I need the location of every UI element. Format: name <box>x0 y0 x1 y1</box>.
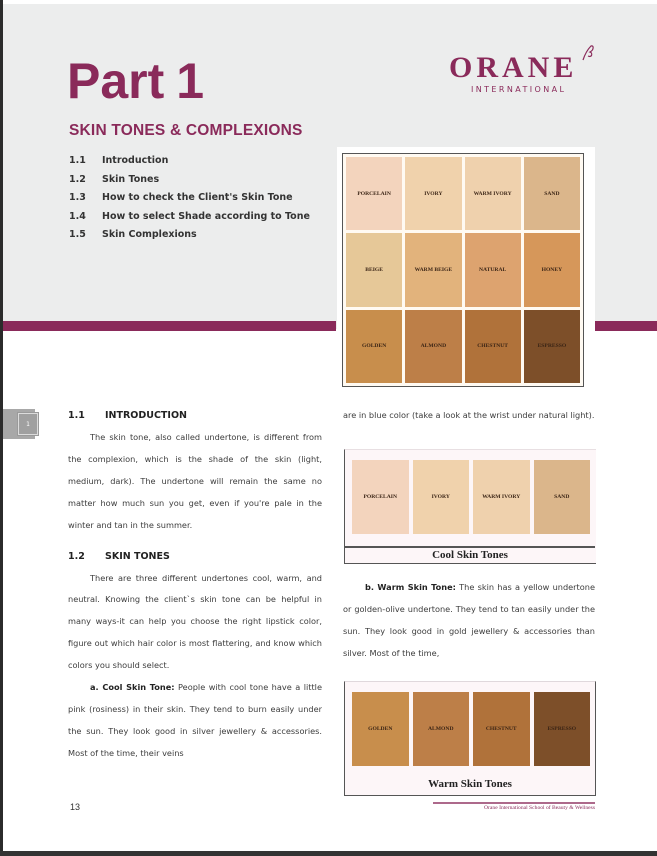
shade-swatch-golden: GOLDEN <box>346 310 402 383</box>
shade-swatch-espresso: ESPRESSO <box>524 310 580 383</box>
shade-swatch-honey: HONEY <box>524 233 580 306</box>
shade-chart <box>342 153 584 387</box>
shade-swatch-chestnut: CHESTNUT <box>465 310 521 383</box>
shade-swatch-espresso: ESPRESSO <box>534 692 591 766</box>
shade-swatch-almond: ALMOND <box>413 692 470 766</box>
warm-tone-paragraph: b. Warm Skin Tone: The skin has a yellow undertone or golden-olive undertone. They tend to tan easily under the sun. They look good in gold jewellery & accessories than silver. Most of the time, <box>343 582 595 658</box>
shade-swatch-warm-ivory: WARM IVORY <box>465 157 521 230</box>
viewer-bottom-bar <box>0 851 657 856</box>
right-column-warm <box>343 577 595 665</box>
header-accent-band-left <box>3 321 336 331</box>
warm-tone-label: b. Warm Skin Tone: <box>365 582 456 592</box>
logo-sub-text: INTERNATIONAL <box>471 85 567 94</box>
shade-swatch-ivory: IVORY <box>405 157 461 230</box>
heading-skin-tones: 1.2 SKIN TONES <box>68 550 170 562</box>
right-column <box>343 405 595 427</box>
part-title <box>67 52 204 110</box>
cool-tone-continued: are in blue color (take a look at the wrist under natural light). <box>343 410 595 420</box>
toc-item[interactable]: 1.5 Skin Complexions <box>69 229 197 240</box>
footer-divider <box>433 802 595 804</box>
cool-tones-swatches <box>352 460 590 534</box>
shade-swatch-ivory: IVORY <box>413 460 470 534</box>
document-page <box>3 0 657 851</box>
logo-main-text: ORANE <box>449 51 578 84</box>
toc-item[interactable]: 1.1 Introduction <box>69 155 169 166</box>
shade-swatch-sand: SAND <box>524 157 580 230</box>
shade-swatch-porcelain: PORCELAIN <box>346 157 402 230</box>
chapter-number-badge[interactable]: 1 <box>18 413 38 435</box>
toc-item[interactable]: 1.4 How to select Shade according to Tone <box>69 210 310 222</box>
shade-swatch-sand: SAND <box>534 460 591 534</box>
warm-tones-figure <box>344 681 596 796</box>
toc-item[interactable]: 1.2 Skin Tones <box>69 173 160 185</box>
intro-paragraph: The skin tone, also called undertone, is different from the complexion, which is the shade of the skin (light, medium, dark). The undertone will remain the same no matter how much sun you get, even if you're pale in the winter and tan in the summer. <box>68 432 322 530</box>
table-of-contents <box>69 155 310 248</box>
shade-swatch-porcelain: PORCELAIN <box>352 460 409 534</box>
part-number: 1 <box>176 53 205 109</box>
cool-tone-paragraph: a. Cool Skin Tone: People with cool tone have a little pink (rosiness) in their skin. They tend to burn easily under the sun. They look good in silver jewellery & accessories. Most of the time, their veins <box>68 682 322 758</box>
butterfly-icon <box>579 44 595 62</box>
section-title: SKIN TONES & COMPLEXIONS <box>69 122 303 139</box>
cool-tones-caption: Cool Skin Tones <box>432 549 508 561</box>
left-column <box>68 405 322 765</box>
heading-introduction: 1.1 INTRODUCTION <box>68 410 187 421</box>
figure-divider <box>345 546 595 548</box>
page-number: 13 <box>70 802 81 812</box>
warm-tones-caption: Warm Skin Tones <box>428 778 512 790</box>
footer-school-name: Orane International School of Beauty & Wellness <box>484 805 595 811</box>
orane-logo <box>449 52 599 102</box>
skin-tones-paragraph: There are three different undertones cool, warm, and neutral. Knowing the client`s skin tone can be helpful in many ways-it can help you choose the right lipstick color, figure out which hair color is most flattering, and know which colors you should select. <box>68 572 322 671</box>
part-word: Part <box>67 53 165 109</box>
shade-swatch-beige: BEIGE <box>346 233 402 306</box>
shade-swatch-almond: ALMOND <box>405 310 461 383</box>
shade-swatch-natural: NATURAL <box>465 233 521 306</box>
header-accent-band-right <box>592 321 657 331</box>
cool-tones-figure <box>344 449 596 564</box>
shade-swatch-warm-ivory: WARM IVORY <box>473 460 530 534</box>
cool-tone-label: a. Cool Skin Tone: <box>90 682 175 693</box>
shade-swatch-warm-beige: WARM BEIGE <box>405 233 461 306</box>
shade-swatch-golden: GOLDEN <box>352 692 409 766</box>
warm-tones-swatches <box>352 692 590 766</box>
shade-swatch-chestnut: CHESTNUT <box>473 692 530 766</box>
toc-item[interactable]: 1.3 How to check the Client's Skin Tone <box>69 192 293 203</box>
